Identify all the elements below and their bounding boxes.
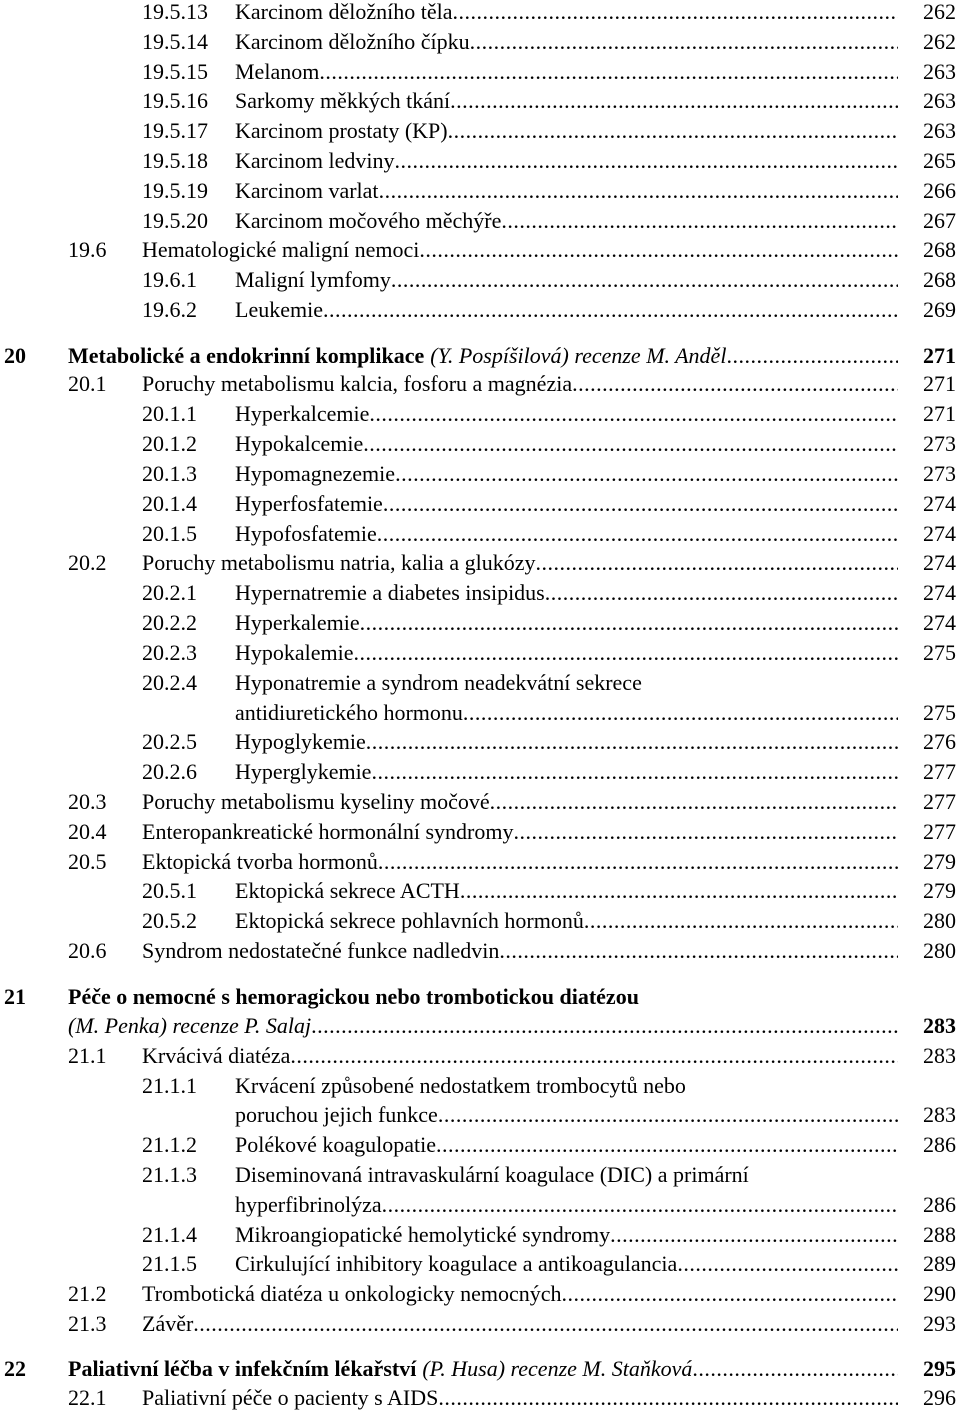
toc-number: 19.6.1 (142, 267, 197, 292)
toc-page: 262 (923, 29, 956, 54)
toc-entry[interactable] (0, 519, 960, 549)
toc-entry[interactable] (0, 1160, 960, 1190)
toc-page: 289 (923, 1251, 956, 1276)
toc-title: Ektopická tvorba hormonů (142, 849, 378, 874)
toc-title: Hypomagnezemie (235, 461, 396, 486)
dot-leader (319, 57, 898, 87)
toc-page: 268 (923, 237, 956, 262)
toc-page: 277 (923, 819, 956, 844)
toc-page: 273 (923, 431, 956, 456)
toc-entry-continuation[interactable] (0, 698, 960, 728)
toc-page: 293 (923, 1311, 956, 1336)
toc-number: 20.2.1 (142, 580, 197, 605)
dot-leader (535, 548, 898, 578)
toc-page: 275 (923, 700, 956, 725)
dot-leader (677, 1249, 898, 1279)
toc-page: 263 (923, 88, 956, 113)
dot-leader (371, 757, 898, 787)
toc-title: Cirkulující inhibitory koagulace a antikoagulancia (235, 1251, 678, 1276)
toc-entry[interactable] (0, 608, 960, 638)
toc-page: 283 (923, 1102, 956, 1127)
dot-leader (438, 1383, 898, 1413)
toc-number: 20.2.6 (142, 759, 197, 784)
toc-entry[interactable] (0, 1071, 960, 1101)
dot-leader (395, 459, 898, 489)
toc-entry[interactable] (0, 295, 960, 325)
toc-page: 296 (923, 1385, 956, 1410)
chapter-title: Paliativní léčba v infekčním lékařství (68, 1356, 417, 1381)
dot-leader (438, 1100, 898, 1130)
dot-leader (290, 1041, 898, 1071)
dot-leader (391, 265, 898, 295)
toc-title: Maligní lymfomy (235, 267, 391, 292)
chapter-authors: (M. Penka) recenze P. Salaj (68, 1013, 312, 1038)
toc-entry[interactable] (0, 787, 960, 817)
chapter-number: 22 (4, 1356, 26, 1381)
toc-title: Ektopická sekrece ACTH (235, 878, 460, 903)
dot-leader (562, 1279, 898, 1309)
dot-leader (513, 817, 898, 847)
toc-entry[interactable] (0, 1309, 960, 1339)
dot-leader (572, 369, 898, 399)
dot-leader (378, 847, 898, 877)
toc-page: 274 (923, 550, 956, 575)
toc-number: 19.5.15 (142, 59, 208, 84)
toc-title-continued: poruchou jejich funkce (235, 1102, 438, 1127)
toc-title: Syndrom nedostatečné funkce nadledvin (142, 938, 500, 963)
toc-title: Poruchy metabolismu natria, kalia a glukózy (142, 550, 536, 575)
toc-title: Hyperkalemie (235, 610, 360, 635)
toc-title: Karcinom ledviny (235, 148, 395, 173)
toc-page: 274 (923, 610, 956, 635)
toc-number: 19.5.20 (142, 208, 208, 233)
toc-title: Poruchy metabolismu kyseliny močové (142, 789, 490, 814)
toc-number: 19.5.14 (142, 29, 208, 54)
toc-number: 21.1.5 (142, 1251, 197, 1276)
toc-entry[interactable] (0, 206, 960, 236)
toc-page: 276 (923, 729, 956, 754)
toc-entry[interactable] (0, 638, 960, 668)
dot-leader (499, 936, 898, 966)
toc-title: Hypokalcemie (235, 431, 364, 456)
toc-number: 20.2.4 (142, 670, 197, 695)
toc-title-continued: hyperfibrinolýza (235, 1192, 382, 1217)
toc-title: Závěr (142, 1311, 194, 1336)
toc-page: 277 (923, 759, 956, 784)
dot-leader (377, 519, 898, 549)
toc-title: Polékové koagulopatie (235, 1132, 437, 1157)
toc-title: Hematologické maligní nemoci (142, 237, 420, 262)
dot-leader (323, 295, 898, 325)
dot-leader (382, 1190, 898, 1220)
toc-title: Hypokalemie (235, 640, 354, 665)
toc-number: 20.1 (68, 371, 107, 396)
toc-entry[interactable] (0, 668, 960, 698)
toc-title: Krvácivá diatéza (142, 1043, 291, 1068)
toc-page: 277 (923, 789, 956, 814)
toc-entry[interactable] (0, 0, 960, 27)
toc-number: 19.5.19 (142, 178, 208, 203)
toc-title: Leukemie (235, 297, 323, 322)
dot-leader (490, 787, 898, 817)
toc-title: Sarkomy měkkých tkání (235, 88, 451, 113)
toc-page: 274 (923, 521, 956, 546)
toc-number: 19.6 (68, 237, 107, 262)
toc-entry[interactable] (0, 906, 960, 936)
toc-number: 21.3 (68, 1311, 107, 1336)
toc-title: Hyperglykemie (235, 759, 372, 784)
toc-number: 20.1.3 (142, 461, 197, 486)
dot-leader (584, 906, 898, 936)
toc-title: Hypernatremie a diabetes insipidus (235, 580, 545, 605)
dot-leader (470, 27, 898, 57)
toc-entry[interactable] (0, 57, 960, 87)
toc-page: 263 (923, 118, 956, 143)
toc-number: 20.2.3 (142, 640, 197, 665)
toc-page: 262 (923, 0, 956, 24)
toc-page: 274 (923, 491, 956, 516)
toc-number: 20.6 (68, 938, 107, 963)
toc-page: 275 (923, 640, 956, 665)
toc-page: 279 (923, 849, 956, 874)
dot-leader (450, 86, 898, 116)
toc-entry[interactable] (0, 1130, 960, 1160)
dot-leader (419, 235, 898, 265)
toc-entry[interactable] (0, 847, 960, 877)
toc-page: 283 (923, 1043, 956, 1068)
toc-title: Karcinom děložního čípku (235, 29, 470, 54)
toc-entry[interactable] (0, 265, 960, 295)
toc-entry[interactable] (0, 86, 960, 116)
toc-number: 19.5.13 (142, 0, 208, 24)
dot-leader (726, 341, 898, 371)
dot-leader (545, 578, 898, 608)
toc-page: 280 (923, 938, 956, 963)
toc-title: Hyperfosfatemie (235, 491, 383, 516)
toc-title-continued: antidiuretického hormonu (235, 700, 463, 725)
dot-leader (692, 1354, 898, 1384)
toc-number: 20.1.1 (142, 401, 197, 426)
toc-entry[interactable] (0, 1279, 960, 1309)
toc-number: 20.5 (68, 849, 107, 874)
toc-page: 271 (923, 371, 956, 396)
toc-title: Melanom (235, 59, 320, 84)
toc-chapter-entry[interactable] (0, 1354, 960, 1384)
toc-title: Karcinom děložního těla (235, 0, 453, 24)
toc-entry[interactable] (0, 757, 960, 787)
toc-number: 20.3 (68, 789, 107, 814)
dot-leader (354, 638, 898, 668)
dot-leader (383, 489, 898, 519)
toc-page: 279 (923, 878, 956, 903)
toc-title: Hyponatremie a syndrom neadekvátní sekrece (235, 670, 642, 695)
toc-entry-continuation[interactable] (0, 1190, 960, 1220)
chapter-title: Péče o nemocné s hemoragickou nebo trombotickou diatézou (68, 984, 639, 1009)
toc-page: 290 (923, 1281, 956, 1306)
toc-entry[interactable] (0, 176, 960, 206)
toc-title: Hypofosfatemie (235, 521, 377, 546)
toc-number: 21.2 (68, 1281, 107, 1306)
dot-leader (436, 1130, 898, 1160)
toc-title: Mikroangiopatické hemolytické syndromy (235, 1222, 611, 1247)
toc-entry-continuation[interactable] (0, 1100, 960, 1130)
toc-page: 263 (923, 59, 956, 84)
toc-chapter-entry-continuation[interactable] (0, 1011, 960, 1041)
toc-entry[interactable] (0, 399, 960, 429)
dot-leader (369, 399, 898, 429)
toc-title: Krvácení způsobené nedostatkem trombocytů nebo (235, 1073, 686, 1098)
toc-entry[interactable] (0, 27, 960, 57)
toc-entry[interactable] (0, 548, 960, 578)
chapter-authors: (P. Husa) recenze M. Staňková (422, 1356, 693, 1381)
toc-number: 19.5.18 (142, 148, 208, 173)
toc-number: 20.5.1 (142, 878, 197, 903)
dot-leader (366, 727, 898, 757)
toc-title: Paliativní péče o pacienty s AIDS (142, 1385, 439, 1410)
toc-title: Karcinom prostaty (KP) (235, 118, 448, 143)
toc-page: 266 (923, 178, 956, 203)
toc-entry[interactable] (0, 146, 960, 176)
chapter-authors: (Y. Pospíšilová) recenze M. Anděl (430, 343, 727, 368)
toc-entry[interactable] (0, 727, 960, 757)
toc-page: 283 (923, 1013, 956, 1038)
toc-entry[interactable] (0, 936, 960, 966)
dot-leader (610, 1220, 898, 1250)
toc-title: Enteropankreatické hormonální syndromy (142, 819, 514, 844)
toc-page: 286 (923, 1132, 956, 1157)
toc-number: 20.5.2 (142, 908, 197, 933)
dot-leader (460, 876, 898, 906)
toc-entry[interactable] (0, 489, 960, 519)
toc-entry[interactable] (0, 116, 960, 146)
toc-number: 19.5.17 (142, 118, 208, 143)
dot-leader (394, 146, 898, 176)
toc-page: 273 (923, 461, 956, 486)
toc-number: 19.5.16 (142, 88, 208, 113)
toc-page: 274 (923, 580, 956, 605)
chapter-title: Metabolické a endokrinní komplikace (68, 343, 425, 368)
toc-number: 20.2.5 (142, 729, 197, 754)
dot-leader (379, 176, 898, 206)
toc-number: 20.1.4 (142, 491, 197, 516)
toc-entry[interactable] (0, 817, 960, 847)
toc-number: 20.2 (68, 550, 107, 575)
dot-leader (501, 206, 898, 236)
toc-page: 265 (923, 148, 956, 173)
toc-number: 20.1.2 (142, 431, 197, 456)
toc-number: 21.1 (68, 1043, 107, 1068)
toc-entry[interactable] (0, 1220, 960, 1250)
toc-number: 21.1.4 (142, 1222, 197, 1247)
toc-page: 286 (923, 1192, 956, 1217)
toc-page: 271 (923, 401, 956, 426)
toc-entry[interactable] (0, 1383, 960, 1413)
toc-entry[interactable] (0, 235, 960, 265)
toc-page: 271 (923, 343, 956, 368)
toc-number: 20.4 (68, 819, 107, 844)
toc-entry[interactable] (0, 459, 960, 489)
dot-leader (363, 429, 898, 459)
toc-title: Hyperkalcemie (235, 401, 370, 426)
toc-number: 19.6.2 (142, 297, 197, 322)
toc-title: Trombotická diatéza u onkologicky nemocných (142, 1281, 562, 1306)
chapter-number: 21 (4, 984, 26, 1009)
toc-entry[interactable] (0, 1041, 960, 1071)
toc-title: Poruchy metabolismu kalcia, fosforu a magnézia (142, 371, 573, 396)
toc-number: 20.1.5 (142, 521, 197, 546)
toc-title: Hypoglykemie (235, 729, 366, 754)
toc-page: 268 (923, 267, 956, 292)
toc-page: 280 (923, 908, 956, 933)
dot-leader (452, 0, 898, 27)
toc-page: 295 (923, 1356, 956, 1381)
toc-entry[interactable] (0, 578, 960, 608)
dot-leader (193, 1309, 898, 1339)
toc-page: 269 (923, 297, 956, 322)
dot-leader (311, 1011, 898, 1041)
toc-number: 20.2.2 (142, 610, 197, 635)
toc-title: Ektopická sekrece pohlavních hormonů (235, 908, 584, 933)
toc-chapter-entry[interactable] (0, 341, 960, 371)
dot-leader (448, 116, 898, 146)
toc-page: 288 (923, 1222, 956, 1247)
toc-title: Karcinom varlat (235, 178, 379, 203)
toc-number: 22.1 (68, 1385, 107, 1410)
toc-number: 21.1.2 (142, 1132, 197, 1157)
toc-entry[interactable] (0, 369, 960, 399)
toc-entry[interactable] (0, 429, 960, 459)
chapter-number: 20 (4, 343, 26, 368)
toc-number: 21.1.1 (142, 1073, 197, 1098)
toc-page: 267 (923, 208, 956, 233)
toc-entry[interactable] (0, 1249, 960, 1279)
toc-chapter-entry[interactable] (0, 982, 960, 1012)
toc-title: Karcinom močového měchýře (235, 208, 502, 233)
toc-entry[interactable] (0, 876, 960, 906)
dot-leader (463, 698, 898, 728)
toc-number: 21.1.3 (142, 1162, 197, 1187)
toc-title: Diseminovaná intravaskulární koagulace (DIC) a primární (235, 1162, 749, 1187)
dot-leader (360, 608, 898, 638)
